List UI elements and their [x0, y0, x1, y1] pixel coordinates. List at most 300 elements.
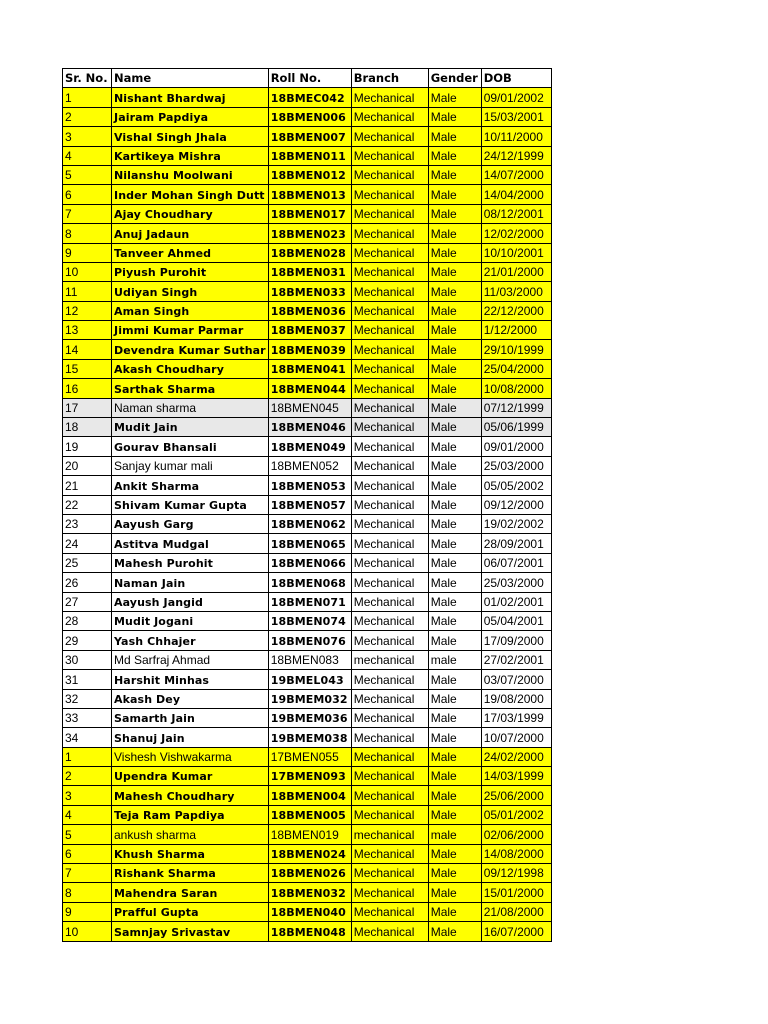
roll-no-cell: 18BMEN062	[268, 514, 351, 533]
gender-cell: Male	[428, 127, 481, 146]
gender-cell: Male	[428, 437, 481, 456]
branch-cell: Mechanical	[351, 379, 428, 398]
table-body	[63, 88, 552, 941]
sr-no-cell: 31	[63, 670, 112, 689]
dob-cell: 05/04/2001	[481, 611, 551, 630]
branch-cell: Mechanical	[351, 670, 428, 689]
roll-no-cell: 18BMEN011	[268, 146, 351, 165]
gender-cell: Male	[428, 418, 481, 437]
gender-cell: Male	[428, 185, 481, 204]
gender-cell: Male	[428, 883, 481, 902]
table-row	[63, 165, 552, 184]
table-row	[63, 786, 552, 805]
gender-cell: Male	[428, 747, 481, 766]
gender-cell: Male	[428, 631, 481, 650]
header-name: Name	[112, 69, 269, 88]
name-cell: Upendra Kumar	[112, 767, 269, 786]
gender-cell: Male	[428, 728, 481, 747]
dob-cell: 22/12/2000	[481, 301, 551, 320]
name-cell: Aayush Jangid	[112, 592, 269, 611]
name-cell: Devendra Kumar Suthar	[112, 340, 269, 359]
roll-no-cell: 18BMEN083	[268, 650, 351, 669]
header-row	[63, 69, 552, 88]
branch-cell: Mechanical	[351, 631, 428, 650]
roll-no-cell: 19BMEM036	[268, 708, 351, 727]
branch-cell: Mechanical	[351, 301, 428, 320]
roll-no-cell: 18BMEN071	[268, 592, 351, 611]
sr-no-cell: 16	[63, 379, 112, 398]
branch-cell: Mechanical	[351, 146, 428, 165]
dob-cell: 14/04/2000	[481, 185, 551, 204]
branch-cell: Mechanical	[351, 728, 428, 747]
sr-no-cell: 1	[63, 88, 112, 107]
branch-cell: Mechanical	[351, 902, 428, 921]
roll-no-cell: 18BMEN024	[268, 844, 351, 863]
gender-cell: Male	[428, 708, 481, 727]
name-cell: Samnjay Srivastav	[112, 922, 269, 941]
dob-cell: 15/03/2001	[481, 107, 551, 126]
table-row	[63, 631, 552, 650]
branch-cell: Mechanical	[351, 88, 428, 107]
dob-cell: 10/10/2001	[481, 243, 551, 262]
gender-cell: Male	[428, 786, 481, 805]
name-cell: ankush sharma	[112, 825, 269, 844]
table-row	[63, 902, 552, 921]
branch-cell: Mechanical	[351, 747, 428, 766]
roll-no-cell: 18BMEN046	[268, 418, 351, 437]
branch-cell: Mechanical	[351, 611, 428, 630]
roll-no-cell: 18BMEN004	[268, 786, 351, 805]
name-cell: Astitva Mudgal	[112, 534, 269, 553]
branch-cell: Mechanical	[351, 573, 428, 592]
gender-cell: Male	[428, 805, 481, 824]
gender-cell: Male	[428, 456, 481, 475]
branch-cell: Mechanical	[351, 321, 428, 340]
gender-cell: Male	[428, 204, 481, 223]
roll-no-cell: 18BMEN039	[268, 340, 351, 359]
roll-no-cell: 19BMEM032	[268, 689, 351, 708]
table-row	[63, 224, 552, 243]
gender-cell: Male	[428, 592, 481, 611]
dob-cell: 29/10/1999	[481, 340, 551, 359]
dob-cell: 24/12/1999	[481, 146, 551, 165]
dob-cell: 25/04/2000	[481, 359, 551, 378]
name-cell: Ajay Choudhary	[112, 204, 269, 223]
gender-cell: Male	[428, 902, 481, 921]
name-cell: Inder Mohan Singh Dutt	[112, 185, 269, 204]
dob-cell: 09/12/2000	[481, 495, 551, 514]
dob-cell: 07/12/1999	[481, 398, 551, 417]
dob-cell: 10/08/2000	[481, 379, 551, 398]
table-row	[63, 379, 552, 398]
dob-cell: 12/02/2000	[481, 224, 551, 243]
name-cell: Akash Dey	[112, 689, 269, 708]
roll-no-cell: 18BMEN005	[268, 805, 351, 824]
branch-cell: Mechanical	[351, 185, 428, 204]
sr-no-cell: 8	[63, 883, 112, 902]
table-row	[63, 650, 552, 669]
dob-cell: 19/02/2002	[481, 514, 551, 533]
sr-no-cell: 19	[63, 437, 112, 456]
dob-cell: 10/07/2000	[481, 728, 551, 747]
branch-cell: Mechanical	[351, 476, 428, 495]
gender-cell: Male	[428, 767, 481, 786]
gender-cell: Male	[428, 670, 481, 689]
branch-cell: Mechanical	[351, 359, 428, 378]
dob-cell: 25/03/2000	[481, 573, 551, 592]
gender-cell: Male	[428, 107, 481, 126]
table-row	[63, 922, 552, 941]
table-row	[63, 476, 552, 495]
dob-cell: 01/02/2001	[481, 592, 551, 611]
dob-cell: 25/03/2000	[481, 456, 551, 475]
sr-no-cell: 1	[63, 747, 112, 766]
table-row	[63, 418, 552, 437]
name-cell: Mudit Jogani	[112, 611, 269, 630]
sr-no-cell: 20	[63, 456, 112, 475]
gender-cell: Male	[428, 146, 481, 165]
sr-no-cell: 5	[63, 825, 112, 844]
dob-cell: 15/01/2000	[481, 883, 551, 902]
dob-cell: 17/03/1999	[481, 708, 551, 727]
roll-no-cell: 18BMEN057	[268, 495, 351, 514]
table-row	[63, 670, 552, 689]
dob-cell: 11/03/2000	[481, 282, 551, 301]
sr-no-cell: 13	[63, 321, 112, 340]
roll-no-cell: 18BMEN066	[268, 553, 351, 572]
table-row	[63, 88, 552, 107]
dob-cell: 09/12/1998	[481, 864, 551, 883]
roll-no-cell: 19BMEL043	[268, 670, 351, 689]
branch-cell: Mechanical	[351, 282, 428, 301]
gender-cell: Male	[428, 864, 481, 883]
roll-no-cell: 18BMEN037	[268, 321, 351, 340]
roll-no-cell: 18BMEN007	[268, 127, 351, 146]
branch-cell: Mechanical	[351, 805, 428, 824]
table-row	[63, 553, 552, 572]
name-cell: Akash Choudhary	[112, 359, 269, 378]
sr-no-cell: 3	[63, 786, 112, 805]
gender-cell: Male	[428, 262, 481, 281]
roll-no-cell: 18BMEN074	[268, 611, 351, 630]
dob-cell: 09/01/2000	[481, 437, 551, 456]
branch-cell: Mechanical	[351, 689, 428, 708]
dob-cell: 28/09/2001	[481, 534, 551, 553]
table-row	[63, 495, 552, 514]
roll-no-cell: 18BMEN068	[268, 573, 351, 592]
dob-cell: 08/12/2001	[481, 204, 551, 223]
roll-no-cell: 18BMEN049	[268, 437, 351, 456]
gender-cell: Male	[428, 359, 481, 378]
roll-no-cell: 18BMEN012	[268, 165, 351, 184]
dob-cell: 05/05/2002	[481, 476, 551, 495]
dob-cell: 17/09/2000	[481, 631, 551, 650]
branch-cell: Mechanical	[351, 844, 428, 863]
name-cell: Kartikeya Mishra	[112, 146, 269, 165]
sr-no-cell: 6	[63, 185, 112, 204]
sr-no-cell: 33	[63, 708, 112, 727]
branch-cell: Mechanical	[351, 437, 428, 456]
table-row	[63, 437, 552, 456]
branch-cell: Mechanical	[351, 340, 428, 359]
dob-cell: 21/01/2000	[481, 262, 551, 281]
name-cell: Jimmi Kumar Parmar	[112, 321, 269, 340]
table-row	[63, 689, 552, 708]
roll-no-cell: 18BMEN032	[268, 883, 351, 902]
roll-no-cell: 18BMEN048	[268, 922, 351, 941]
dob-cell: 02/06/2000	[481, 825, 551, 844]
branch-cell: mechanical	[351, 650, 428, 669]
table-row	[63, 534, 552, 553]
sr-no-cell: 2	[63, 107, 112, 126]
sr-no-cell: 17	[63, 398, 112, 417]
roll-no-cell: 18BMEN017	[268, 204, 351, 223]
name-cell: Gourav Bhansali	[112, 437, 269, 456]
sr-no-cell: 9	[63, 902, 112, 921]
table-row	[63, 611, 552, 630]
sr-no-cell: 32	[63, 689, 112, 708]
name-cell: Aayush Garg	[112, 514, 269, 533]
roll-no-cell: 18BMEN076	[268, 631, 351, 650]
branch-cell: Mechanical	[351, 107, 428, 126]
table-row	[63, 825, 552, 844]
table-row	[63, 146, 552, 165]
name-cell: Shivam Kumar Gupta	[112, 495, 269, 514]
header-gender: Gender	[428, 69, 481, 88]
branch-cell: Mechanical	[351, 262, 428, 281]
dob-cell: 19/08/2000	[481, 689, 551, 708]
branch-cell: Mechanical	[351, 418, 428, 437]
table-row	[63, 864, 552, 883]
roll-no-cell: 18BMEN065	[268, 534, 351, 553]
branch-cell: Mechanical	[351, 883, 428, 902]
branch-cell: Mechanical	[351, 495, 428, 514]
roll-no-cell: 18BMEN053	[268, 476, 351, 495]
branch-cell: Mechanical	[351, 165, 428, 184]
gender-cell: Male	[428, 340, 481, 359]
branch-cell: Mechanical	[351, 553, 428, 572]
name-cell: Sarthak Sharma	[112, 379, 269, 398]
branch-cell: mechanical	[351, 825, 428, 844]
name-cell: Anuj Jadaun	[112, 224, 269, 243]
roll-no-cell: 17BMEN093	[268, 767, 351, 786]
roll-no-cell: 19BMEM038	[268, 728, 351, 747]
table-row	[63, 340, 552, 359]
branch-cell: Mechanical	[351, 243, 428, 262]
name-cell: Samarth Jain	[112, 708, 269, 727]
table-row	[63, 321, 552, 340]
name-cell: Prafful Gupta	[112, 902, 269, 921]
dob-cell: 05/01/2002	[481, 805, 551, 824]
sr-no-cell: 26	[63, 573, 112, 592]
table-row	[63, 883, 552, 902]
table-row	[63, 728, 552, 747]
roll-no-cell: 18BMEN041	[268, 359, 351, 378]
sr-no-cell: 14	[63, 340, 112, 359]
sr-no-cell: 23	[63, 514, 112, 533]
name-cell: Jairam Papdiya	[112, 107, 269, 126]
name-cell: Shanuj Jain	[112, 728, 269, 747]
table-row	[63, 456, 552, 475]
table-row	[63, 107, 552, 126]
branch-cell: Mechanical	[351, 708, 428, 727]
header-branch: Branch	[351, 69, 428, 88]
roll-no-cell: 18BMEN045	[268, 398, 351, 417]
sr-no-cell: 4	[63, 805, 112, 824]
table-header	[63, 69, 552, 88]
table-row	[63, 805, 552, 824]
sr-no-cell: 11	[63, 282, 112, 301]
sr-no-cell: 2	[63, 767, 112, 786]
gender-cell: Male	[428, 165, 481, 184]
sr-no-cell: 3	[63, 127, 112, 146]
gender-cell: Male	[428, 243, 481, 262]
gender-cell: Male	[428, 495, 481, 514]
gender-cell: Male	[428, 689, 481, 708]
gender-cell: Male	[428, 573, 481, 592]
gender-cell: Male	[428, 282, 481, 301]
sr-no-cell: 22	[63, 495, 112, 514]
dob-cell: 14/07/2000	[481, 165, 551, 184]
sr-no-cell: 12	[63, 301, 112, 320]
roll-no-cell: 18BMEN026	[268, 864, 351, 883]
sr-no-cell: 18	[63, 418, 112, 437]
dob-cell: 25/06/2000	[481, 786, 551, 805]
branch-cell: Mechanical	[351, 534, 428, 553]
dob-cell: 09/01/2002	[481, 88, 551, 107]
name-cell: Mahesh Choudhary	[112, 786, 269, 805]
roll-no-cell: 18BMEN044	[268, 379, 351, 398]
roll-no-cell: 18BMEN019	[268, 825, 351, 844]
name-cell: Mahendra Saran	[112, 883, 269, 902]
roll-no-cell: 17BMEN055	[268, 747, 351, 766]
roll-no-cell: 18BMEN023	[268, 224, 351, 243]
dob-cell: 14/03/1999	[481, 767, 551, 786]
name-cell: Udiyan Singh	[112, 282, 269, 301]
gender-cell: Male	[428, 553, 481, 572]
name-cell: Mahesh Purohit	[112, 553, 269, 572]
gender-cell: Male	[428, 88, 481, 107]
gender-cell: Male	[428, 321, 481, 340]
sr-no-cell: 21	[63, 476, 112, 495]
sr-no-cell: 15	[63, 359, 112, 378]
gender-cell: Male	[428, 534, 481, 553]
sr-no-cell: 29	[63, 631, 112, 650]
sr-no-cell: 7	[63, 204, 112, 223]
branch-cell: Mechanical	[351, 127, 428, 146]
sr-no-cell: 25	[63, 553, 112, 572]
name-cell: Sanjay kumar mali	[112, 456, 269, 475]
gender-cell: Male	[428, 922, 481, 941]
roll-no-cell: 18BMEN013	[268, 185, 351, 204]
table-row	[63, 592, 552, 611]
gender-cell: Male	[428, 476, 481, 495]
table-row	[63, 514, 552, 533]
sr-no-cell: 9	[63, 243, 112, 262]
sr-no-cell: 5	[63, 165, 112, 184]
sr-no-cell: 10	[63, 262, 112, 281]
branch-cell: Mechanical	[351, 456, 428, 475]
name-cell: Vishesh Vishwakarma	[112, 747, 269, 766]
name-cell: Vishal Singh Jhala	[112, 127, 269, 146]
gender-cell: Male	[428, 379, 481, 398]
roll-no-cell: 18BMEN031	[268, 262, 351, 281]
sr-no-cell: 34	[63, 728, 112, 747]
header-sr-no: Sr. No.	[63, 69, 112, 88]
sr-no-cell: 30	[63, 650, 112, 669]
name-cell: Harshit Minhas	[112, 670, 269, 689]
gender-cell: male	[428, 825, 481, 844]
roll-no-cell: 18BMEC042	[268, 88, 351, 107]
gender-cell: male	[428, 650, 481, 669]
dob-cell: 16/07/2000	[481, 922, 551, 941]
branch-cell: Mechanical	[351, 767, 428, 786]
name-cell: Tanveer Ahmed	[112, 243, 269, 262]
table-row	[63, 204, 552, 223]
table-row	[63, 301, 552, 320]
name-cell: Mudit Jain	[112, 418, 269, 437]
table-row	[63, 359, 552, 378]
sr-no-cell: 10	[63, 922, 112, 941]
gender-cell: Male	[428, 398, 481, 417]
roll-no-cell: 18BMEN040	[268, 902, 351, 921]
table-row	[63, 243, 552, 262]
dob-cell: 14/08/2000	[481, 844, 551, 863]
gender-cell: Male	[428, 611, 481, 630]
table-row	[63, 262, 552, 281]
header-dob: DOB	[481, 69, 551, 88]
name-cell: Naman sharma	[112, 398, 269, 417]
sr-no-cell: 28	[63, 611, 112, 630]
name-cell: Aman Singh	[112, 301, 269, 320]
branch-cell: Mechanical	[351, 592, 428, 611]
table-row	[63, 282, 552, 301]
table-row	[63, 573, 552, 592]
roll-no-cell: 18BMEN006	[268, 107, 351, 126]
dob-cell: 06/07/2001	[481, 553, 551, 572]
gender-cell: Male	[428, 514, 481, 533]
sr-no-cell: 7	[63, 864, 112, 883]
branch-cell: Mechanical	[351, 922, 428, 941]
name-cell: Teja Ram Papdiya	[112, 805, 269, 824]
name-cell: Nilanshu Moolwani	[112, 165, 269, 184]
name-cell: Nishant Bhardwaj	[112, 88, 269, 107]
table-row	[63, 844, 552, 863]
sr-no-cell: 6	[63, 844, 112, 863]
dob-cell: 21/08/2000	[481, 902, 551, 921]
branch-cell: Mechanical	[351, 786, 428, 805]
table-row	[63, 127, 552, 146]
header-roll-no: Roll No.	[268, 69, 351, 88]
table-row	[63, 398, 552, 417]
dob-cell: 24/02/2000	[481, 747, 551, 766]
dob-cell: 10/11/2000	[481, 127, 551, 146]
branch-cell: Mechanical	[351, 514, 428, 533]
dob-cell: 1/12/2000	[481, 321, 551, 340]
table-row	[63, 767, 552, 786]
table-row	[63, 708, 552, 727]
gender-cell: Male	[428, 301, 481, 320]
roll-no-cell: 18BMEN052	[268, 456, 351, 475]
dob-cell: 05/06/1999	[481, 418, 551, 437]
name-cell: Rishank Sharma	[112, 864, 269, 883]
name-cell: Piyush Purohit	[112, 262, 269, 281]
name-cell: Naman Jain	[112, 573, 269, 592]
name-cell: Khush Sharma	[112, 844, 269, 863]
dob-cell: 27/02/2001	[481, 650, 551, 669]
name-cell: Yash Chhajer	[112, 631, 269, 650]
student-table	[62, 68, 552, 942]
